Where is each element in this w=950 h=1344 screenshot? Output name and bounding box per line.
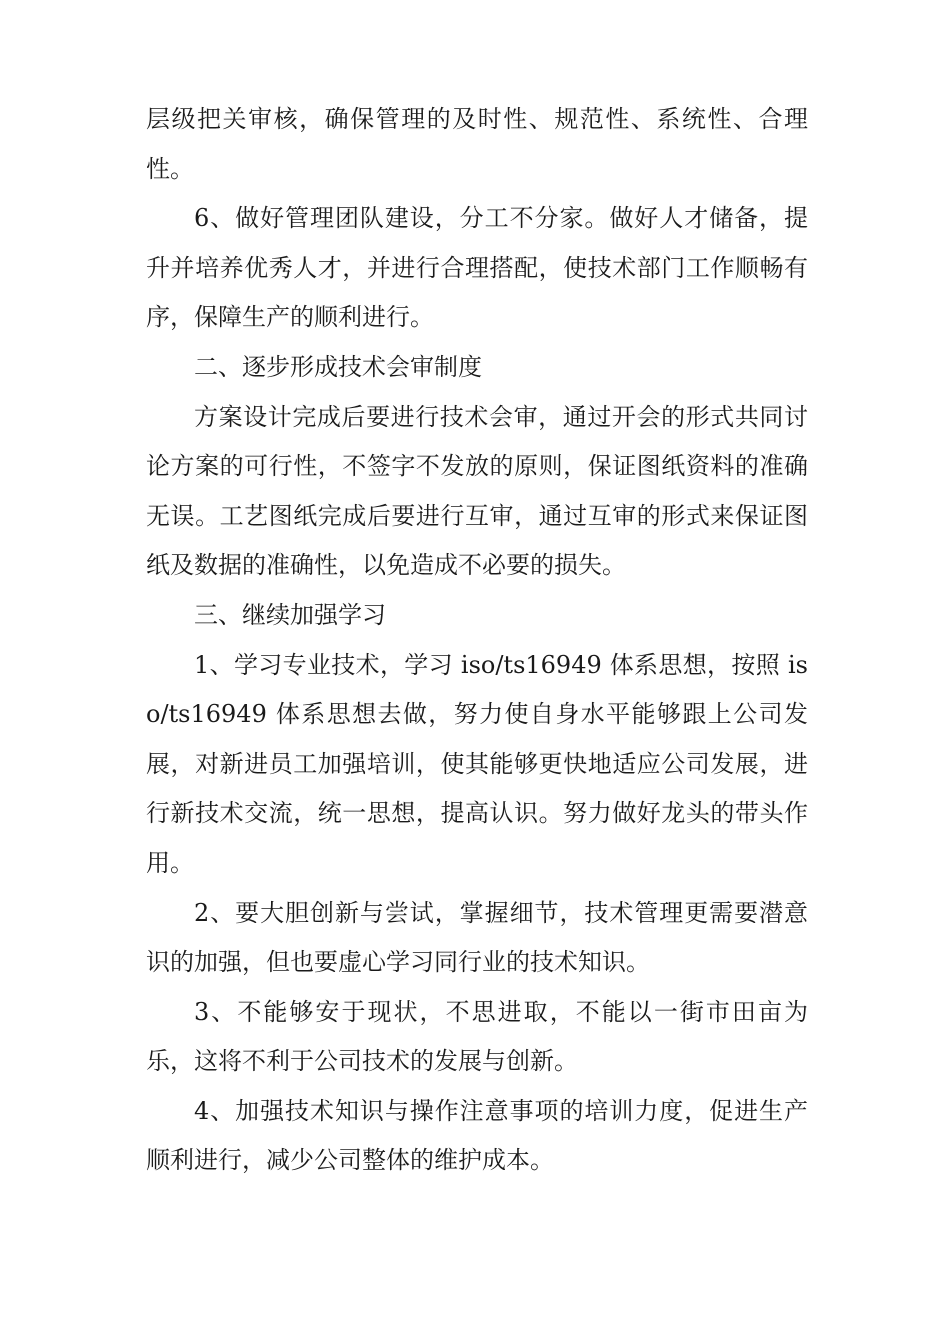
- paragraph-review-system: 方案设计完成后要进行技术会审，通过开会的形式共同讨论方案的可行性，不签字不发放的原则，保证图纸资料的准确无误。工艺图纸完成后要进行互审，通过互审的形式来保证图纸及数据的准确性，以免造成不必要的损失。: [146, 402, 808, 580]
- paragraph-item-4: 4、加强技术知识与操作注意事项的培训力度，促进生产顺利进行，减少公司整体的维护成本。: [146, 1096, 808, 1175]
- paragraph-item-6: 6、做好管理团队建设，分工不分家。做好人才储备，提升并培养优秀人才，并进行合理搭配，使技术部门工作顺畅有序，保障生产的顺利进行。: [146, 204, 808, 332]
- paragraph-continuation: 层级把关审核，确保管理的及时性、规范性、系统性、合理性。: [146, 105, 808, 183]
- paragraph-item-3: 3、不能够安于现状，不思进取，不能以一街市田亩为乐，这将不利于公司技术的发展与创新。: [146, 997, 808, 1076]
- paragraph-item-2: 2、要大胆创新与尝试，掌握细节，技术管理更需要潜意识的加强，但也要虚心学习同行业的技术知识。: [146, 898, 808, 977]
- document-body: [146, 95, 808, 1186]
- section-heading-2: 二、逐步形成技术会审制度: [194, 352, 482, 381]
- section-heading-3: 三、继续加强学习: [194, 600, 386, 629]
- paragraph-item-1: 1、学习专业技术，学习 iso/ts16949 体系思想，按照 iso/ts16949 体系思想去做，努力使自身水平能够跟上公司发展，对新进员工加强培训，使其能够更快地适应公司发展，进行新技术交流，统一思想，提高认识。努力做好龙头的带头作用。: [146, 650, 808, 877]
